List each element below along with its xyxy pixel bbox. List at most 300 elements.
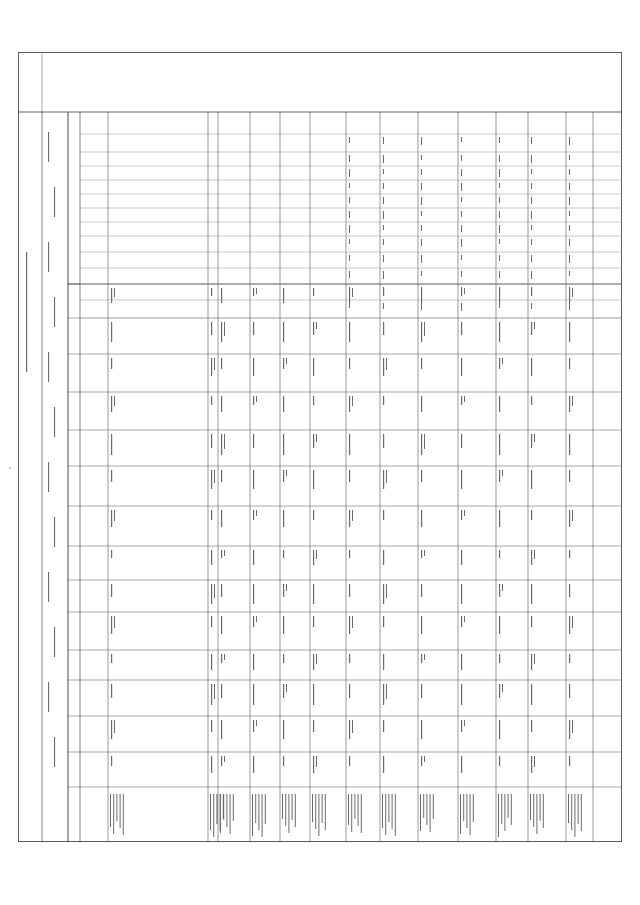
upper-cell-text-r10-c7 — [349, 225, 350, 233]
cell-text-r6-c4 — [221, 396, 222, 412]
upper-cell-text-r14-c8 — [499, 239, 500, 244]
cell-text-r6-c6 — [221, 470, 222, 482]
cell-text-r5-c1 — [211, 288, 212, 296]
cell-text-r16-c11 — [569, 654, 570, 663]
upper-cell-text-r14-c5 — [499, 197, 500, 203]
cell-text-r4-c7-b — [114, 510, 115, 521]
cell-text-r7-c8 — [253, 550, 254, 565]
cell-text-r16-c13-b — [572, 720, 573, 733]
description-line-r6-1 — [220, 794, 221, 833]
upper-cell-text-r14-c3 — [499, 169, 500, 177]
cell-text-r14-c4 — [499, 396, 500, 412]
cell-text-r9-c10 — [313, 616, 314, 627]
cell-text-r11-c10 — [383, 616, 384, 627]
description-line-r14-1 — [498, 794, 499, 837]
upper-cell-text-r11-c5 — [383, 197, 384, 204]
upper-cell-text-r16-c3 — [569, 169, 570, 175]
cell-text-r8-c11 — [283, 654, 284, 663]
cell-text-r8-c12-b — [286, 684, 287, 692]
cell-text-r5-c7 — [211, 510, 212, 520]
cell-text-r15-c10 — [531, 616, 532, 627]
cell-text-r16-c12 — [569, 684, 570, 698]
cell-text-r6-c5 — [221, 434, 222, 455]
cell-text-r10-c12 — [349, 684, 350, 698]
description-line-r13-2 — [463, 794, 464, 821]
cell-text-r6-c7 — [221, 510, 222, 527]
upper-cell-text-r11-c12 — [383, 303, 384, 309]
cell-text-r11-c7 — [383, 510, 384, 520]
table-cell-text — [26, 132, 582, 837]
cell-text-r16-c4-b — [572, 396, 573, 406]
cell-text-r7-c7 — [253, 510, 254, 520]
description-line-r12-2 — [423, 794, 424, 818]
cell-text-r16-c10-b — [572, 616, 573, 628]
cell-text-r11-c6 — [383, 470, 384, 489]
upper-cell-text-r16-c6 — [569, 211, 570, 216]
cell-text-r15-c5 — [531, 434, 532, 448]
upper-cell-text-r13-c1 — [461, 137, 462, 142]
upper-cell-text-r16-c8 — [569, 239, 570, 246]
cell-text-r13-c4-b — [464, 396, 465, 402]
cell-text-r16-c7-b — [572, 510, 573, 521]
upper-cell-text-r10-c12 — [349, 303, 350, 308]
cell-text-r7-c2 — [253, 322, 254, 335]
cell-text-r9-c1 — [313, 288, 314, 296]
cell-text-r12-c14-b — [424, 756, 425, 762]
description-line-r7-5 — [265, 794, 266, 824]
cell-text-r14-c7 — [499, 510, 500, 527]
cell-text-r11-c9 — [383, 584, 384, 604]
cell-text-r9-c9 — [313, 584, 314, 604]
upper-cell-text-r13-c7 — [461, 225, 462, 232]
cell-text-r10-c13 — [349, 720, 350, 739]
description-line-r16-2 — [571, 794, 572, 830]
cell-text-r15-c8 — [531, 550, 532, 565]
cell-text-r14-c11 — [499, 654, 500, 663]
description-line-r5-1 — [210, 794, 211, 830]
cell-text-r11-c12-b — [386, 684, 387, 699]
upper-cell-text-r15-c4 — [531, 183, 532, 189]
cell-text-r12-c5-b — [424, 434, 425, 449]
description-line-r15-4 — [540, 794, 541, 821]
cell-text-r11-c13 — [383, 720, 384, 732]
upper-cell-text-r11-c7 — [383, 225, 384, 230]
rotated-table-sheet — [18, 52, 622, 842]
cell-text-r4-c8 — [111, 550, 112, 558]
cell-text-r5-c2 — [211, 322, 212, 335]
cell-text-r9-c5-b — [316, 434, 317, 442]
cell-text-r4-c10-b — [114, 616, 115, 628]
cell-text-r10-c1-b — [352, 288, 353, 297]
cell-text-r7-c1-b — [256, 288, 257, 294]
upper-cell-text-r10-c10 — [349, 271, 350, 278]
cell-text-r14-c2 — [499, 322, 500, 342]
cell-text-r9-c4 — [313, 396, 314, 405]
description-line-r16-5 — [581, 794, 582, 831]
upper-cell-text-r11-c3 — [383, 169, 384, 174]
cell-text-r15-c8-b — [534, 550, 535, 559]
cell-text-r10-c10-b — [352, 616, 353, 628]
description-line-r5-2 — [213, 794, 214, 837]
cell-text-r4-c2 — [111, 322, 112, 342]
cell-text-r15-c14 — [531, 756, 532, 773]
cell-text-r13-c13 — [461, 720, 462, 732]
upper-cell-text-r14-c9 — [499, 255, 500, 261]
upper-cell-text-r16-c1 — [569, 137, 570, 145]
cell-text-r10-c4-b — [352, 396, 353, 406]
cell-text-r5-c11 — [211, 654, 212, 670]
upper-cell-text-r14-c1 — [499, 137, 500, 143]
upper-cell-text-r11-c10 — [383, 271, 384, 279]
description-line-r10-5 — [361, 794, 362, 833]
cell-text-r6-c8-b — [224, 550, 225, 556]
upper-cell-text-r12-c6 — [421, 211, 422, 216]
cell-text-r14-c10 — [499, 616, 500, 634]
description-line-r14-4 — [508, 794, 509, 818]
description-line-r9-5 — [325, 794, 326, 830]
description-line-r6-3 — [226, 794, 227, 827]
cell-text-r5-c12 — [211, 684, 212, 705]
cell-text-r8-c12 — [283, 684, 284, 698]
cell-text-r8-c9 — [283, 584, 284, 597]
upper-cell-text-r13-c11 — [461, 287, 462, 294]
cell-text-r7-c1 — [253, 288, 254, 296]
cell-text-r13-c7 — [461, 510, 462, 520]
cell-text-r15-c13 — [531, 720, 532, 732]
cell-text-r9-c12 — [313, 684, 314, 705]
upper-cell-text-r10-c8 — [349, 239, 350, 244]
cell-text-r10-c7-b — [352, 510, 353, 521]
upper-cell-text-r12-c5 — [421, 197, 422, 205]
description-line-r11-1 — [382, 794, 383, 828]
upper-cell-text-r15-c9 — [531, 255, 532, 262]
upper-cell-text-r11-c6 — [383, 211, 384, 219]
cell-text-r5-c14 — [211, 756, 212, 773]
column-header-text-5 — [48, 352, 49, 382]
cell-text-r15-c7 — [531, 510, 532, 520]
cell-text-r8-c8 — [283, 550, 284, 558]
description-line-r9-4 — [322, 794, 323, 823]
cell-text-r8-c14 — [283, 756, 284, 766]
description-line-r14-2 — [501, 794, 502, 824]
description-line-r14-3 — [504, 794, 505, 831]
upper-cell-text-r12-c12 — [421, 303, 422, 310]
cell-text-r5-c6-b — [214, 470, 215, 483]
column-header-text-6 — [54, 407, 55, 437]
cell-text-r10-c7 — [349, 510, 350, 527]
cell-text-r10-c13-b — [352, 720, 353, 733]
description-line-r4-4 — [120, 794, 121, 828]
cell-text-r15-c3 — [531, 358, 532, 376]
upper-cell-text-r14-c10 — [499, 271, 500, 278]
cell-text-r13-c8 — [461, 550, 462, 565]
description-line-r13-3 — [466, 794, 467, 828]
cell-text-r13-c13-b — [464, 720, 465, 726]
cell-text-r6-c10 — [221, 616, 222, 634]
cell-text-r14-c3-b — [502, 358, 503, 364]
description-line-r13-4 — [470, 794, 471, 835]
cell-text-r16-c7 — [569, 510, 570, 527]
cell-text-r15-c12 — [531, 684, 532, 705]
cell-text-r7-c4-b — [256, 396, 257, 402]
cell-text-r10-c9 — [349, 584, 350, 597]
cell-text-r12-c3 — [421, 358, 422, 369]
description-line-r7-1 — [252, 794, 253, 836]
upper-cell-text-r12-c2 — [421, 155, 422, 160]
cell-text-r9-c6 — [313, 470, 314, 489]
cell-text-r14-c9-b — [502, 584, 503, 591]
cell-text-r11-c9-b — [386, 584, 387, 598]
cell-text-r9-c2 — [313, 322, 314, 335]
cell-text-r12-c8-b — [424, 550, 425, 556]
cell-text-r15-c14-b — [534, 756, 535, 767]
cell-text-r9-c11-b — [316, 654, 317, 664]
description-line-r13-1 — [460, 794, 461, 834]
cell-text-r8-c13 — [283, 720, 284, 739]
cell-text-r15-c2-b — [534, 322, 535, 329]
cell-text-r4-c12 — [111, 684, 112, 698]
upper-cell-text-r16-c7 — [569, 225, 570, 231]
cell-text-r5-c9-b — [214, 584, 215, 598]
description-line-r12-5 — [433, 794, 434, 819]
cell-text-r14-c5 — [499, 434, 500, 455]
upper-cell-text-r16-c2 — [569, 155, 570, 160]
upper-cell-text-r14-c4 — [499, 183, 500, 188]
description-line-r14-5 — [511, 794, 512, 825]
cell-text-r5-c13 — [211, 720, 212, 732]
cell-text-r4-c1-b — [114, 288, 115, 297]
cell-text-r4-c5 — [111, 434, 112, 455]
upper-cell-text-r11-c4 — [383, 183, 384, 189]
cell-text-r15-c9 — [531, 584, 532, 604]
cell-text-r8-c10 — [283, 616, 284, 634]
cell-text-r12-c2 — [421, 322, 422, 342]
upper-cell-text-r11-c1 — [383, 137, 384, 144]
cell-text-r4-c3 — [111, 358, 112, 369]
upper-cell-text-r10-c4 — [349, 183, 350, 188]
cell-text-r13-c6 — [461, 470, 462, 489]
cell-text-r9-c8-b — [316, 550, 317, 559]
description-line-r12-4 — [430, 794, 431, 832]
upper-cell-text-r15-c2 — [531, 155, 532, 163]
cell-text-r6-c14 — [221, 756, 222, 766]
cell-text-r12-c2-b — [424, 322, 425, 336]
cell-text-r7-c10-b — [256, 616, 257, 622]
cell-text-r4-c9 — [111, 584, 112, 597]
cell-text-r10-c6 — [349, 470, 350, 482]
description-line-r6-2 — [223, 794, 224, 820]
cell-text-r12-c13 — [421, 720, 422, 739]
cell-text-r4-c11 — [111, 654, 112, 663]
cell-text-r7-c7-b — [256, 510, 257, 516]
cell-text-r8-c7 — [283, 510, 284, 527]
cell-text-r6-c13 — [221, 720, 222, 739]
cell-text-r12-c6 — [421, 470, 422, 482]
cell-text-r5-c10 — [211, 616, 212, 627]
cell-text-r8-c9-b — [286, 584, 287, 591]
upper-cell-text-r15-c3 — [531, 169, 532, 174]
cell-text-r7-c11 — [253, 654, 254, 670]
cell-text-r16-c2 — [569, 322, 570, 342]
cell-text-r13-c4 — [461, 396, 462, 405]
upper-cell-text-r15-c7 — [531, 225, 532, 230]
cell-text-r11-c3-b — [386, 358, 387, 370]
cell-text-r15-c11-b — [534, 654, 535, 664]
description-line-r10-3 — [354, 794, 355, 819]
upper-cell-text-r11-c2 — [383, 155, 384, 163]
cell-text-r16-c3 — [569, 358, 570, 369]
cell-text-r10-c8 — [349, 550, 350, 558]
upper-cell-text-r13-c9 — [461, 255, 462, 260]
column-header-text-7 — [48, 462, 49, 492]
description-line-r15-1 — [530, 794, 531, 820]
cell-text-r12-c11 — [421, 654, 422, 663]
upper-cell-text-r16-c12 — [569, 303, 570, 310]
cell-text-r13-c10-b — [464, 616, 465, 622]
cell-text-r4-c14 — [111, 756, 112, 766]
cell-text-r4-c4 — [111, 396, 112, 412]
description-line-r12-1 — [420, 794, 421, 831]
cell-text-r12-c14 — [421, 756, 422, 766]
cell-text-r8-c6 — [283, 470, 284, 482]
upper-cell-text-r13-c5 — [461, 197, 462, 202]
upper-cell-text-r16-c9 — [569, 255, 570, 263]
upper-cell-text-r16-c10 — [569, 271, 570, 276]
cell-text-r5-c12-b — [214, 684, 215, 699]
description-line-r15-2 — [533, 794, 534, 827]
cell-text-r12-c10 — [421, 616, 422, 634]
column-header-text-4 — [54, 297, 55, 327]
cell-text-r4-c7 — [111, 510, 112, 527]
cell-text-r9-c5 — [313, 434, 314, 448]
description-line-r6-4 — [230, 794, 231, 834]
upper-cell-text-r14-c7 — [499, 225, 500, 233]
description-line-r13-5 — [473, 794, 474, 822]
column-header-text-12 — [54, 737, 55, 767]
cell-text-r13-c11 — [461, 654, 462, 670]
description-line-r8-4 — [292, 794, 293, 820]
description-line-r9-1 — [312, 794, 313, 822]
cell-text-r11-c5 — [383, 434, 384, 448]
upper-cell-text-r13-c12 — [461, 303, 462, 311]
table-title-text — [26, 252, 27, 372]
description-line-r11-3 — [388, 794, 389, 822]
cell-text-r7-c4 — [253, 396, 254, 405]
cell-text-r8-c4 — [283, 396, 284, 412]
description-line-r8-2 — [285, 794, 286, 826]
column-header-text-11 — [48, 682, 49, 712]
cell-text-r10-c10 — [349, 616, 350, 634]
upper-cell-text-r10-c1 — [349, 137, 350, 143]
cell-text-r10-c5 — [349, 434, 350, 455]
cell-text-r6-c5-b — [224, 434, 225, 449]
upper-cell-text-r16-c5 — [569, 197, 570, 205]
description-line-r4-5 — [123, 794, 124, 835]
cell-text-r13-c12 — [461, 684, 462, 705]
cell-text-r14-c12 — [499, 684, 500, 698]
description-line-r7-3 — [258, 794, 259, 830]
upper-cell-text-r14-c6 — [499, 211, 500, 218]
cell-text-r9-c11 — [313, 654, 314, 670]
upper-cell-text-r15-c8 — [531, 239, 532, 245]
cell-text-r15-c5-b — [534, 434, 535, 442]
upper-cell-text-r10-c2 — [349, 155, 350, 162]
cell-text-r15-c4 — [531, 396, 532, 405]
column-header-text-10 — [54, 627, 55, 657]
cell-text-r7-c13 — [253, 720, 254, 732]
cell-text-r10-c11 — [349, 654, 350, 663]
cell-text-r6-c1 — [221, 288, 222, 303]
cell-text-r8-c2 — [283, 322, 284, 342]
cell-text-r7-c12 — [253, 684, 254, 705]
column-header-text-3 — [48, 242, 49, 272]
cell-text-r5-c3 — [211, 358, 212, 376]
cell-text-r6-c12 — [221, 684, 222, 698]
upper-cell-text-r12-c7 — [421, 225, 422, 231]
upper-cell-text-r10-c6 — [349, 211, 350, 218]
cell-text-r5-c4 — [211, 396, 212, 405]
cell-text-r8-c1 — [283, 288, 284, 303]
upper-cell-text-r15-c10 — [531, 271, 532, 279]
cell-text-r11-c4 — [383, 396, 384, 405]
cell-text-r16-c5 — [569, 434, 570, 455]
cell-text-r14-c13 — [499, 720, 500, 739]
upper-cell-text-r12-c1 — [421, 137, 422, 145]
cell-text-r12-c12 — [421, 684, 422, 698]
cell-text-r4-c13 — [111, 720, 112, 739]
cell-text-r13-c7-b — [464, 510, 465, 516]
description-line-r15-5 — [543, 794, 544, 828]
upper-cell-text-r13-c8 — [461, 239, 462, 247]
cell-text-r12-c4 — [421, 396, 422, 412]
cell-text-r12-c7 — [421, 510, 422, 527]
upper-cell-text-r12-c3 — [421, 169, 422, 175]
cell-text-r15-c11 — [531, 654, 532, 670]
upper-cell-text-r12-c10 — [421, 271, 422, 276]
upper-cell-text-r12-c4 — [421, 183, 422, 190]
description-line-r11-4 — [392, 794, 393, 829]
cell-text-r6-c2 — [221, 322, 222, 342]
cell-text-r14-c3 — [499, 358, 500, 369]
upper-cell-text-r16-c4 — [569, 183, 570, 190]
cell-text-r4-c1 — [111, 288, 112, 303]
cell-text-r15-c2 — [531, 322, 532, 335]
cell-text-r6-c9 — [221, 584, 222, 597]
cell-text-r13-c14 — [461, 756, 462, 773]
description-line-r4-1 — [110, 794, 111, 827]
upper-cell-text-r16-c11 — [569, 287, 570, 293]
upper-cell-text-r12-c8 — [421, 239, 422, 246]
upper-cell-text-r14-c12 — [499, 303, 500, 308]
cell-text-r10-c3 — [349, 358, 350, 369]
cell-text-r9-c14 — [313, 756, 314, 773]
cell-text-r12-c5 — [421, 434, 422, 455]
upper-cell-text-r14-c11 — [499, 287, 500, 295]
cell-text-r4-c6 — [111, 470, 112, 482]
cell-text-r11-c12 — [383, 684, 384, 705]
cell-text-r7-c6 — [253, 470, 254, 489]
upper-cell-text-r15-c5 — [531, 197, 532, 204]
cell-text-r6-c3 — [221, 358, 222, 369]
cell-text-r10-c2 — [349, 322, 350, 342]
upper-cell-text-r13-c4 — [461, 183, 462, 191]
cell-text-r13-c9 — [461, 584, 462, 604]
cell-text-r14-c6-b — [502, 470, 503, 476]
cell-text-r8-c3 — [283, 358, 284, 369]
description-line-r11-2 — [385, 794, 386, 835]
cell-text-r14-c8 — [499, 550, 500, 558]
cell-text-r12-c9 — [421, 584, 422, 597]
